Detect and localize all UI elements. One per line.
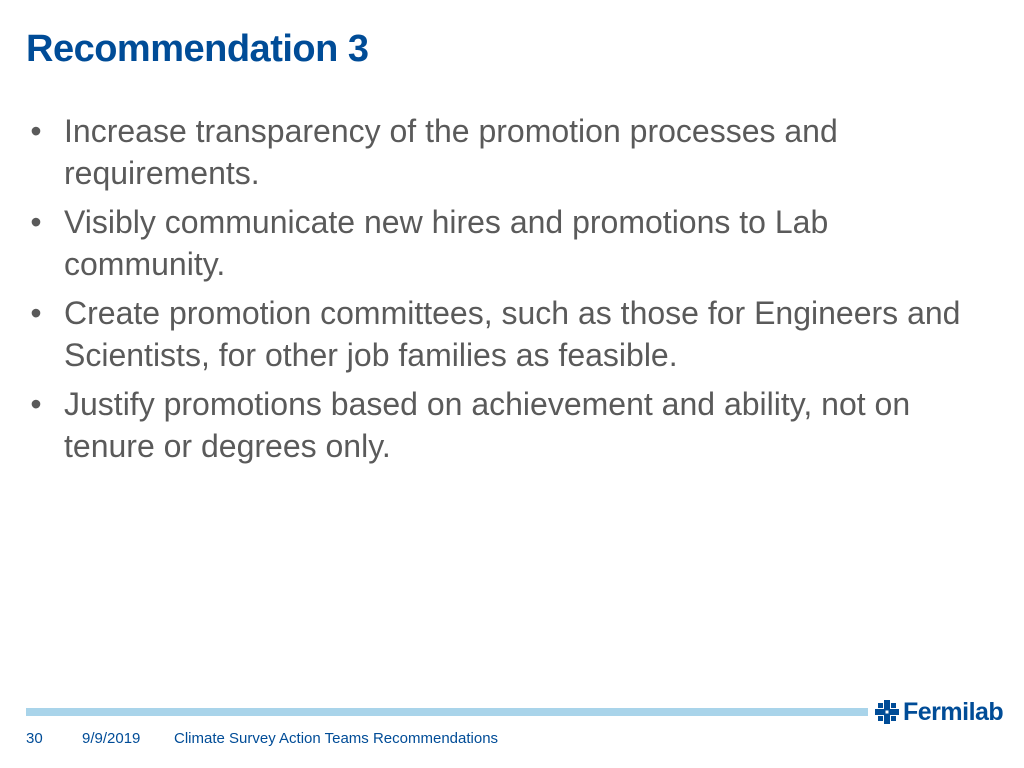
footer-page-number: 30 bbox=[26, 730, 43, 747]
bullet-item bbox=[26, 201, 986, 285]
bullet-item bbox=[26, 383, 986, 467]
bullet-icon: • bbox=[30, 204, 42, 240]
footer-divider bbox=[26, 708, 868, 716]
bullet-item bbox=[26, 292, 986, 376]
bullet-text: Increase transparency of the promotion processes and requirements. bbox=[64, 113, 838, 191]
bullet-text: Justify promotions based on achievement and ability, not on tenure or degrees only. bbox=[64, 386, 911, 464]
bullet-list bbox=[26, 110, 986, 474]
footer-date: 9/9/2019 bbox=[82, 730, 141, 747]
fermilab-logo-text: Fermilab bbox=[903, 697, 1004, 726]
bullet-text: Visibly communicate new hires and promotions to Lab community. bbox=[64, 204, 829, 282]
bullet-icon: • bbox=[30, 386, 42, 422]
slide-title: Recommendation 3 bbox=[26, 28, 369, 70]
fermilab-logo bbox=[875, 698, 1003, 726]
bullet-item bbox=[26, 110, 986, 194]
fermilab-logo-icon bbox=[875, 700, 899, 724]
bullet-icon: • bbox=[30, 113, 42, 149]
bullet-text: Create promotion committees, such as those for Engineers and Scientists, for other job families as feasible. bbox=[64, 295, 961, 373]
bullet-icon: • bbox=[30, 295, 42, 331]
footer-title: Climate Survey Action Teams Recommendations bbox=[174, 730, 499, 747]
